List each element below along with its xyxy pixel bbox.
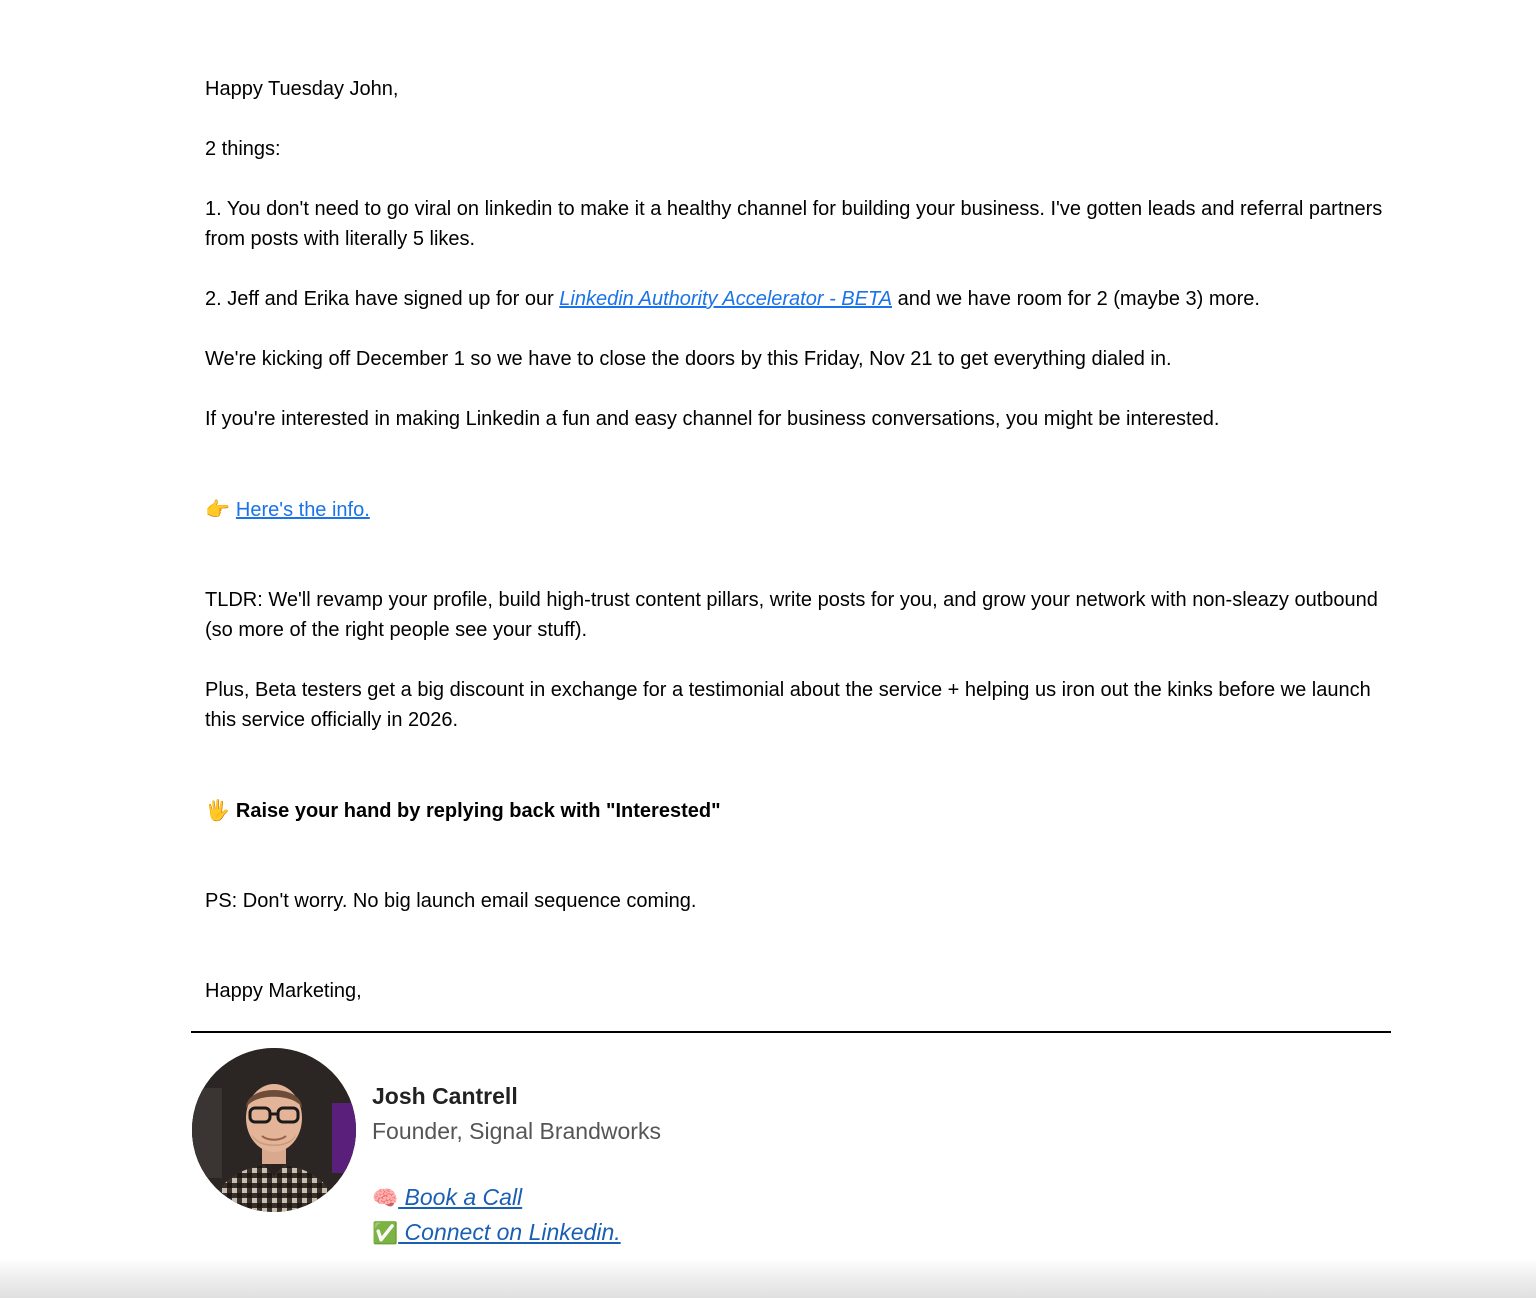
info-link[interactable]: Here's the info. — [235, 499, 370, 521]
signature-name: Josh Cantrell — [372, 1083, 518, 1109]
bottom-fade — [0, 1258, 1536, 1298]
avatar-portrait — [192, 1048, 356, 1212]
ps-line: PS: Don't worry. No big launch email sequence coming. — [205, 890, 697, 912]
point-two-tail: and we have room for 2 (maybe 3) more. — [892, 288, 1260, 310]
beta-paragraph: Plus, Beta testers get a big discount in exchange for a testimonial about the service + helping us iron out the kinks before we launch this service officially in 2026. — [205, 679, 1371, 731]
raise-hand-text: Raise your hand by replying back with "Interested" — [235, 800, 721, 822]
point-two-lead: 2. Jeff and Erika have signed up for our — [205, 288, 560, 310]
greeting: Happy Tuesday John, — [205, 78, 399, 100]
signature-links — [372, 1180, 1072, 1250]
book-call-link[interactable]: Book a Call — [398, 1184, 523, 1210]
intro-line: 2 things: — [205, 138, 281, 160]
point-one: 1. You don't need to go viral on linkedin to make it a healthy channel for building your business. I've gotten leads and referral partners from posts with literally 5 likes. — [205, 198, 1383, 250]
email-signature — [192, 1048, 1192, 1258]
accelerator-link[interactable]: Linkedin Authority Accelerator - BETA — [559, 288, 893, 310]
email-body — [205, 74, 1390, 1006]
point-two — [205, 284, 1390, 314]
kickoff-line: We're kicking off December 1 so we have to close the doors by this Friday, Nov 21 to get everything dialed in. — [205, 348, 1172, 370]
book-call-row — [372, 1180, 1072, 1215]
interest-line: If you're interested in making Linkedin a fun and easy channel for business conversations, you might be interested. — [205, 408, 1220, 430]
connect-linkedin-link[interactable]: Connect on Linkedin. — [398, 1219, 621, 1245]
signature-divider — [191, 1031, 1391, 1033]
signature-title: Founder, Signal Brandworks — [372, 1118, 661, 1144]
connect-row — [372, 1215, 1072, 1250]
check-mark-icon: ✅ — [372, 1221, 399, 1245]
tldr-paragraph: TLDR: We'll revamp your profile, build high-trust content pillars, write posts for you, and grow your network with non-sleazy outbound (so more of the right people see your stuff). — [205, 589, 1378, 641]
raised-hand-icon: 🖐 — [205, 798, 230, 822]
avatar — [192, 1048, 356, 1212]
raise-hand-line — [205, 795, 1390, 826]
info-line — [205, 494, 1390, 525]
pointing-hand-icon: 👉 — [205, 497, 230, 521]
signature-text — [372, 1078, 1072, 1250]
brain-icon: 🧠 — [372, 1186, 399, 1210]
signoff: Happy Marketing, — [205, 980, 362, 1002]
